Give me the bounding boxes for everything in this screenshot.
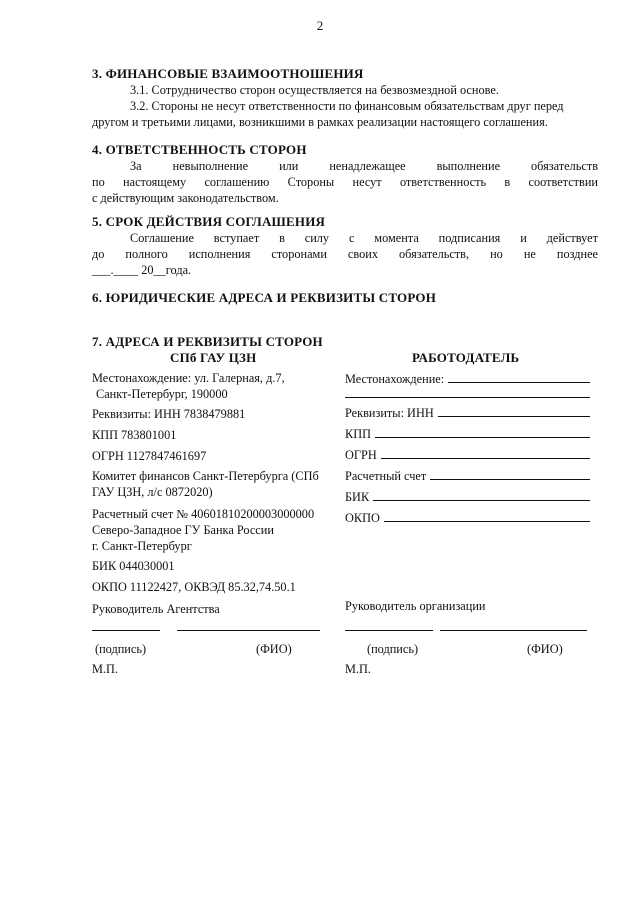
section-7-title: 7. АДРЕСА И РЕКВИЗИТЫ СТОРОН — [92, 334, 323, 349]
page-number: 2 — [316, 18, 324, 33]
right-signature-line — [345, 630, 433, 631]
right-signature-caption: (подпись) — [367, 642, 419, 656]
left-party-name: СПб ГАУ ЦЗН — [170, 350, 257, 365]
right-account-field — [345, 467, 590, 484]
right-kpp-label: КПП — [345, 427, 371, 441]
right-fio-caption: (ФИО) — [527, 642, 563, 656]
left-address-line-2: Санкт-Петербург, 190000 — [96, 387, 228, 401]
section-5-title: 5. СРОК ДЕЙСТВИЯ СОГЛАШЕНИЯ — [92, 214, 326, 229]
left-account-line-1: Расчетный счет № 40601810200003000000 — [92, 507, 315, 521]
left-inn: Реквизиты: ИНН 7838479881 — [92, 407, 246, 421]
right-inn-line — [438, 404, 590, 417]
left-fio-line — [177, 630, 320, 631]
section-6-title: 6. ЮРИДИЧЕСКИЕ АДРЕСА И РЕКВИЗИТЫ СТОРОН — [92, 290, 437, 305]
right-address-line — [448, 370, 590, 383]
left-stamp-label: М.П. — [92, 662, 118, 676]
right-fio-line — [440, 630, 587, 631]
left-account-line-2: Северо-Западное ГУ Банка России — [92, 523, 274, 537]
right-bik-field — [345, 488, 590, 505]
right-okpo-label: ОКПО — [345, 511, 380, 525]
right-inn-label: Реквизиты: ИНН — [345, 406, 434, 420]
left-okpo: ОКПО 11122427, ОКВЭД 85.32,74.50.1 — [92, 580, 296, 594]
section-5-line-2: до полного исполнения сторонами своих обязательств, но не позднее — [92, 247, 598, 261]
right-kpp-line — [375, 425, 590, 438]
right-party-name: РАБОТОДАТЕЛЬ — [412, 350, 520, 365]
right-inn-field — [345, 404, 590, 421]
left-account-line-3: г. Санкт-Петербург — [92, 539, 192, 553]
right-head-title: Руководитель организации — [345, 599, 486, 613]
right-kpp-field — [345, 425, 590, 442]
section-3-paragraph-1: 3.1. Сотрудничество сторон осуществляется на безвозмездной основе. — [130, 83, 499, 97]
section-4-line-3: с действующим законодательством. — [92, 191, 279, 205]
left-ogrn: ОГРН 1127847461697 — [92, 449, 207, 463]
section-5-line-3: ___.____ 20__года. — [92, 263, 192, 277]
section-4-title: 4. ОТВЕТСТВЕННОСТЬ СТОРОН — [92, 142, 307, 157]
section-3-title: 3. ФИНАНСОВЫЕ ВЗАИМООТНОШЕНИЯ — [92, 66, 364, 81]
section-4-line-2: по настоящему соглашению Стороны несут ответственность в соответствии — [92, 175, 598, 189]
section-5-line-1: Соглашение вступает в силу с момента подписания и действует — [130, 231, 598, 245]
section-3-paragraph-2-line-1: 3.2. Стороны не несут ответственности по финансовым обязательствам друг перед — [130, 99, 564, 113]
right-okpo-field — [345, 509, 590, 526]
right-address-line-2 — [345, 397, 590, 398]
left-committee-line-1: Комитет финансов Санкт-Петербурга (СПб — [92, 469, 319, 483]
left-fio-caption: (ФИО) — [256, 642, 292, 656]
left-signature-line — [92, 630, 160, 631]
left-head-title: Руководитель Агентства — [92, 602, 220, 616]
right-stamp-label: М.П. — [345, 662, 371, 676]
left-signature-caption: (подпись) — [95, 642, 147, 656]
right-ogrn-line — [381, 446, 590, 459]
section-4-line-1: За невыполнение или ненадлежащее выполнение обязательств — [130, 159, 598, 173]
left-kpp: КПП 783801001 — [92, 428, 177, 442]
left-bik: БИК 044030001 — [92, 559, 175, 573]
right-ogrn-label: ОГРН — [345, 448, 377, 462]
right-account-label: Расчетный счет — [345, 469, 427, 483]
right-account-line — [430, 467, 590, 480]
right-address-field — [345, 370, 590, 387]
right-address-label: Местонахождение: — [345, 372, 445, 386]
section-3-paragraph-2-line-2: другом и третьими лицами, возникшими в рамках реализации настоящего соглашения. — [92, 115, 548, 129]
right-bik-line — [373, 488, 590, 501]
right-ogrn-field — [345, 446, 590, 463]
right-bik-label: БИК — [345, 490, 370, 504]
right-okpo-line — [384, 509, 590, 522]
left-committee-line-2: ГАУ ЦЗН, л/с 0872020) — [92, 485, 213, 499]
left-address-line-1: Местонахождение: ул. Галерная, д.7, — [92, 371, 285, 385]
